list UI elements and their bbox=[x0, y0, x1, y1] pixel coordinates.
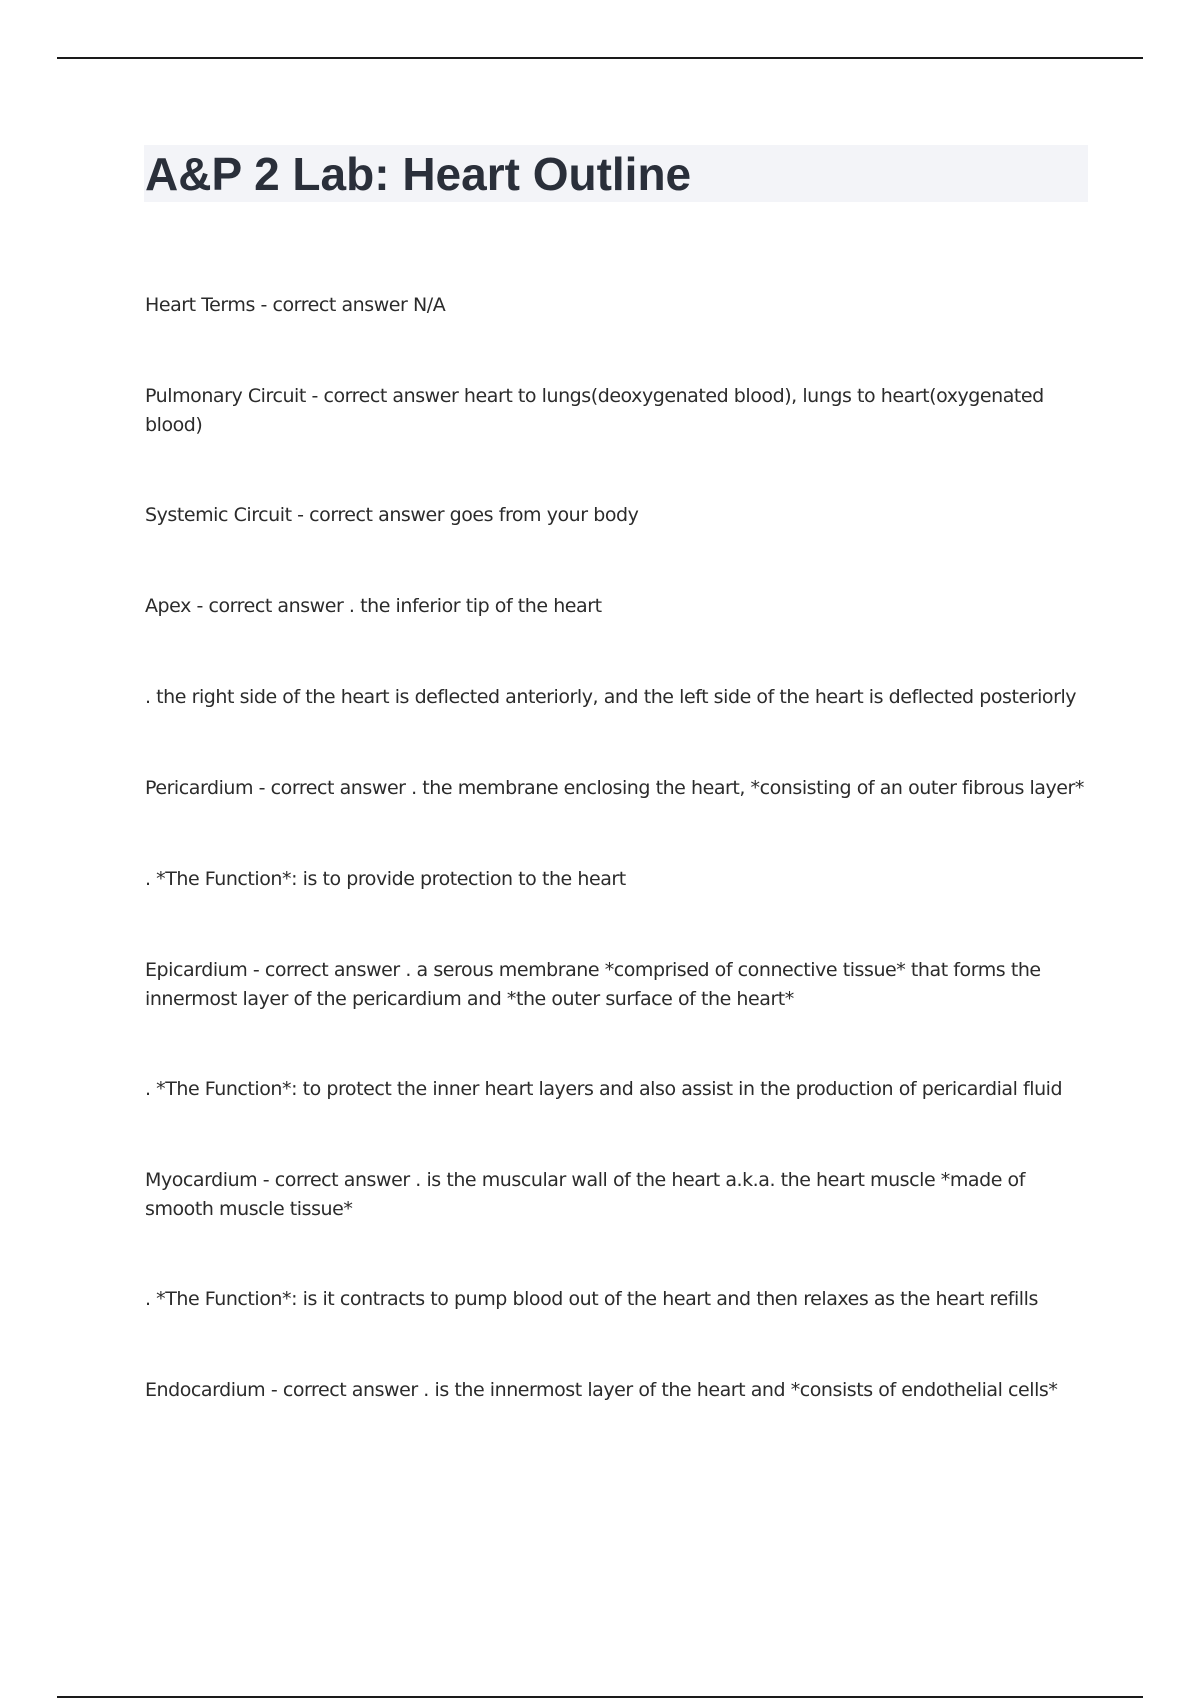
entry-systemic-circuit: Systemic Circuit - correct answer goes from your body bbox=[145, 504, 639, 526]
entry-myocardium-function: . *The Function*: is it contracts to pump blood out of the heart and then relaxes as the heart refills bbox=[145, 1288, 1038, 1310]
entry-apex-detail: . the right side of the heart is deflected anteriorly, and the left side of the heart is deflected posteriorly bbox=[145, 686, 1077, 708]
entry-endocardium: Endocardium - correct answer . is the innermost layer of the heart and *consists of endothelial cells* bbox=[145, 1379, 1058, 1401]
entry-pulmonary-circuit: Pulmonary Circuit - correct answer heart to lungs(deoxygenated blood), lungs to heart(oxygenated blood) bbox=[145, 385, 1044, 436]
entry-epicardium-function: . *The Function*: to protect the inner heart layers and also assist in the production of pericardial fluid bbox=[145, 1078, 1063, 1100]
document-title: A&P 2 Lab: Heart Outline bbox=[145, 148, 692, 200]
entry-epicardium: Epicardium - correct answer . a serous membrane *comprised of connective tissue* that forms the innermost layer of the pericardium and *the outer surface of the heart* bbox=[145, 959, 1041, 1010]
entry-myocardium: Myocardium - correct answer . is the muscular wall of the heart a.k.a. the heart muscle *made of smooth muscle tissue* bbox=[145, 1169, 1025, 1220]
top-rule bbox=[57, 57, 1143, 59]
entry-pericardium: Pericardium - correct answer . the membrane enclosing the heart, *consisting of an outer fibrous layer* bbox=[145, 777, 1084, 799]
entry-apex: Apex - correct answer . the inferior tip of the heart bbox=[145, 595, 602, 617]
entry-heart-terms: Heart Terms - correct answer N/A bbox=[145, 294, 446, 316]
bottom-rule bbox=[57, 1696, 1143, 1698]
entry-pericardium-function: . *The Function*: is to provide protection to the heart bbox=[145, 868, 626, 890]
